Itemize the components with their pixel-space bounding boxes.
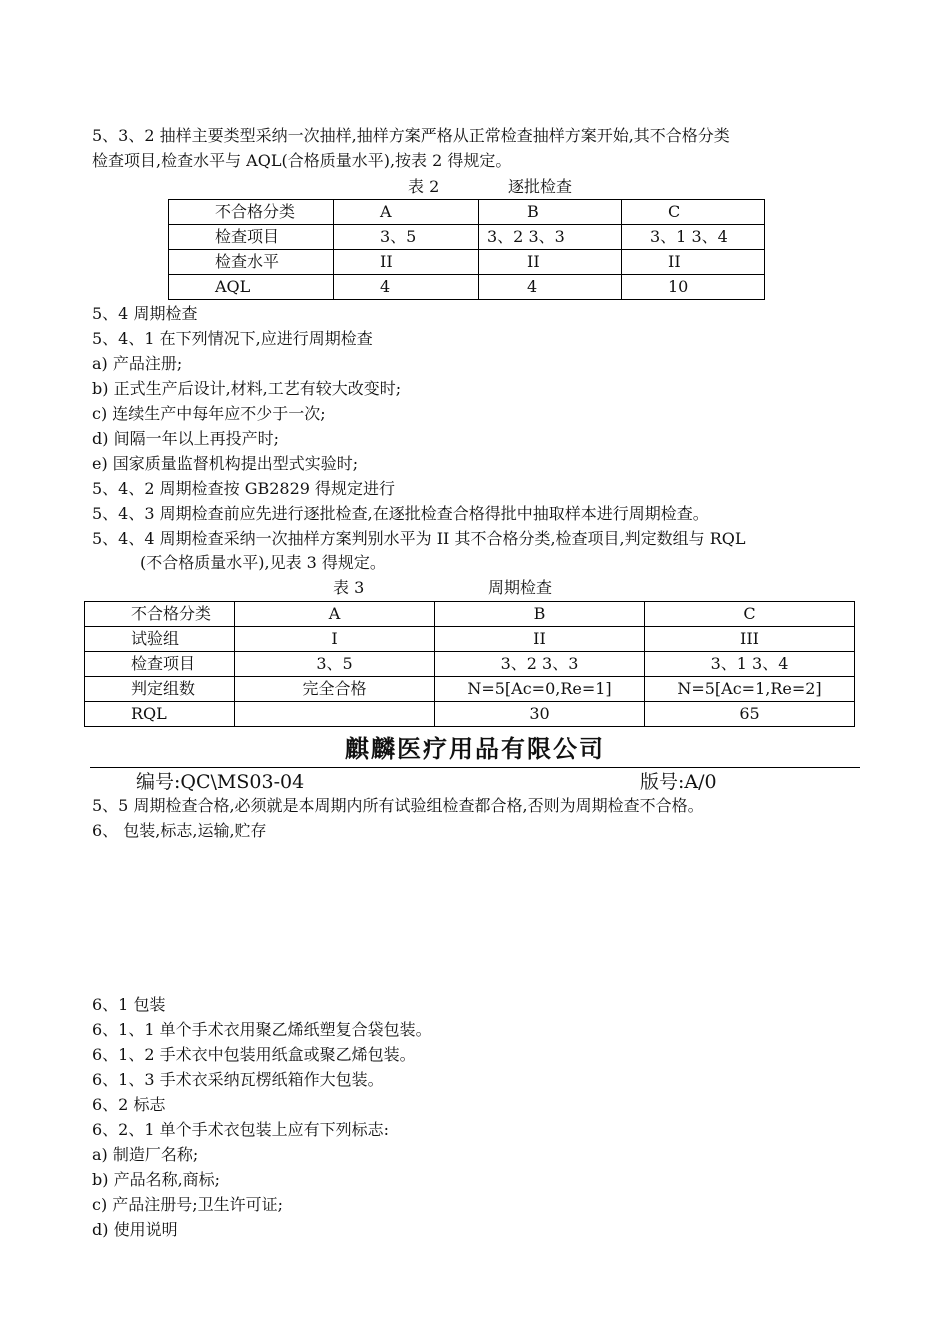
table-cell: 3、2 3、3: [479, 225, 622, 250]
table-cell: 3、2 3、3: [435, 652, 645, 677]
table-cell: II: [435, 627, 645, 652]
table-cell: 3、1 3、4: [622, 225, 765, 250]
sec-6-1-title: 6、1 包装: [92, 995, 166, 1014]
table-cell: 不合格分类: [169, 200, 334, 225]
header-rule: [90, 767, 860, 768]
sec-5-4-1-d: d) 间隔一年以上再投产时;: [92, 429, 279, 448]
sec-5-4-title: 5、4 周期检查: [92, 304, 198, 323]
sec-6-1-1: 6、1、1 单个手术衣用聚乙烯纸塑复合袋包装。: [92, 1020, 432, 1039]
sec-5-5: 5、5 周期检查合格,必须就是本周期内所有试验组检查都合格,否则为周期检查不合格。: [92, 796, 704, 815]
table-cell: 4: [334, 275, 479, 300]
table-row: [85, 627, 855, 652]
table2-lot-inspection: [168, 199, 765, 300]
table-cell: N=5[Ac=1,Re=2]: [645, 677, 855, 702]
sec-5-3-2-line-2: 检查项目,检查水平与 AQL(合格质量水平),按表 2 得规定。: [92, 151, 512, 170]
table2-caption-number: 表 2: [408, 177, 440, 196]
table-cell: 不合格分类: [85, 602, 235, 627]
table-cell: 3、5: [334, 225, 479, 250]
table-cell: 3、1 3、4: [645, 652, 855, 677]
table-row: [169, 225, 765, 250]
table-cell: 3、5: [235, 652, 435, 677]
sec-6-1-2: 6、1、2 手术衣中包装用纸盒或聚乙烯包装。: [92, 1045, 416, 1064]
sec-6-2-1-d: d) 使用说明: [92, 1220, 178, 1239]
sec-5-4-2: 5、4、2 周期检查按 GB2829 得规定进行: [92, 479, 396, 498]
sec-6-title: 6、 包装,标志,运输,贮存: [92, 821, 267, 840]
table-cell: III: [645, 627, 855, 652]
sec-5-3-2-line-1: 5、3、2 抽样主要类型采纳一次抽样,抽样方案严格从正常检查抽样方案开始,其不合格分类: [92, 126, 730, 145]
table-cell: 检查项目: [169, 225, 334, 250]
table-cell: AQL: [169, 275, 334, 300]
table-cell: 判定组数: [85, 677, 235, 702]
table3-caption-title: 周期检查: [488, 578, 553, 597]
sec-6-2-title: 6、2 标志: [92, 1095, 166, 1114]
table2-caption-title: 逐批检查: [508, 177, 573, 196]
sec-5-4-1: 5、4、1 在下列情况下,应进行周期检查: [92, 329, 373, 348]
sec-5-4-1-a: a) 产品注册;: [92, 354, 183, 373]
table-cell: N=5[Ac=0,Re=1]: [435, 677, 645, 702]
sec-5-4-3: 5、4、3 周期检查前应先进行逐批检查,在逐批检查合格得批中抽取样本进行周期检查。: [92, 504, 709, 523]
table-row: [85, 702, 855, 727]
table-cell: I: [235, 627, 435, 652]
sec-6-1-3: 6、1、3 手术衣采纳瓦楞纸箱作大包装。: [92, 1070, 384, 1089]
company-name: 麒麟医疗用品有限公司: [345, 735, 605, 763]
sec-5-4-1-c: c) 连续生产中每年应不少于一次;: [92, 404, 326, 423]
table-row: [85, 652, 855, 677]
table-cell: 65: [645, 702, 855, 727]
table-row: [169, 200, 765, 225]
sec-5-4-4-line-2: (不合格质量水平),见表 3 得规定。: [140, 553, 386, 572]
table-row: [169, 275, 765, 300]
table-cell: 检查项目: [85, 652, 235, 677]
sec-5-4-1-b: b) 正式生产后设计,材料,工艺有较大改变时;: [92, 379, 402, 398]
table-cell: II: [479, 250, 622, 275]
table-cell: II: [622, 250, 765, 275]
table-row: [85, 602, 855, 627]
table-cell: A: [334, 200, 479, 225]
document-version: 版号:A/0: [640, 771, 717, 793]
table-cell: RQL: [85, 702, 235, 727]
sec-6-2-1-b: b) 产品名称,商标;: [92, 1170, 221, 1189]
table-cell: B: [479, 200, 622, 225]
table-cell: 检查水平: [169, 250, 334, 275]
table-cell: 4: [479, 275, 622, 300]
sec-5-4-4-line-1: 5、4、4 周期检查采纳一次抽样方案判别水平为 II 其不合格分类,检查项目,判定数组与 RQL: [92, 529, 746, 548]
table3-periodic-inspection: [84, 601, 855, 727]
sec-6-2-1: 6、2、1 单个手术衣包装上应有下列标志:: [92, 1120, 390, 1139]
table-row: [169, 250, 765, 275]
table-cell: C: [645, 602, 855, 627]
table-row: [85, 677, 855, 702]
sec-6-2-1-c: c) 产品注册号;卫生许可证;: [92, 1195, 284, 1214]
table-cell: II: [334, 250, 479, 275]
sec-5-4-1-e: e) 国家质量监督机构提出型式实验时;: [92, 454, 359, 473]
table-cell: 30: [435, 702, 645, 727]
table-cell: B: [435, 602, 645, 627]
table-cell: A: [235, 602, 435, 627]
table-cell: 完全合格: [235, 677, 435, 702]
sec-6-2-1-a: a) 制造厂名称;: [92, 1145, 199, 1164]
document-code: 编号:QC\MS03-04: [136, 771, 305, 793]
table3-caption-number: 表 3: [333, 578, 365, 597]
table-cell: C: [622, 200, 765, 225]
table-cell: 10: [622, 275, 765, 300]
table-cell: 试验组: [85, 627, 235, 652]
table-cell: [235, 702, 435, 727]
